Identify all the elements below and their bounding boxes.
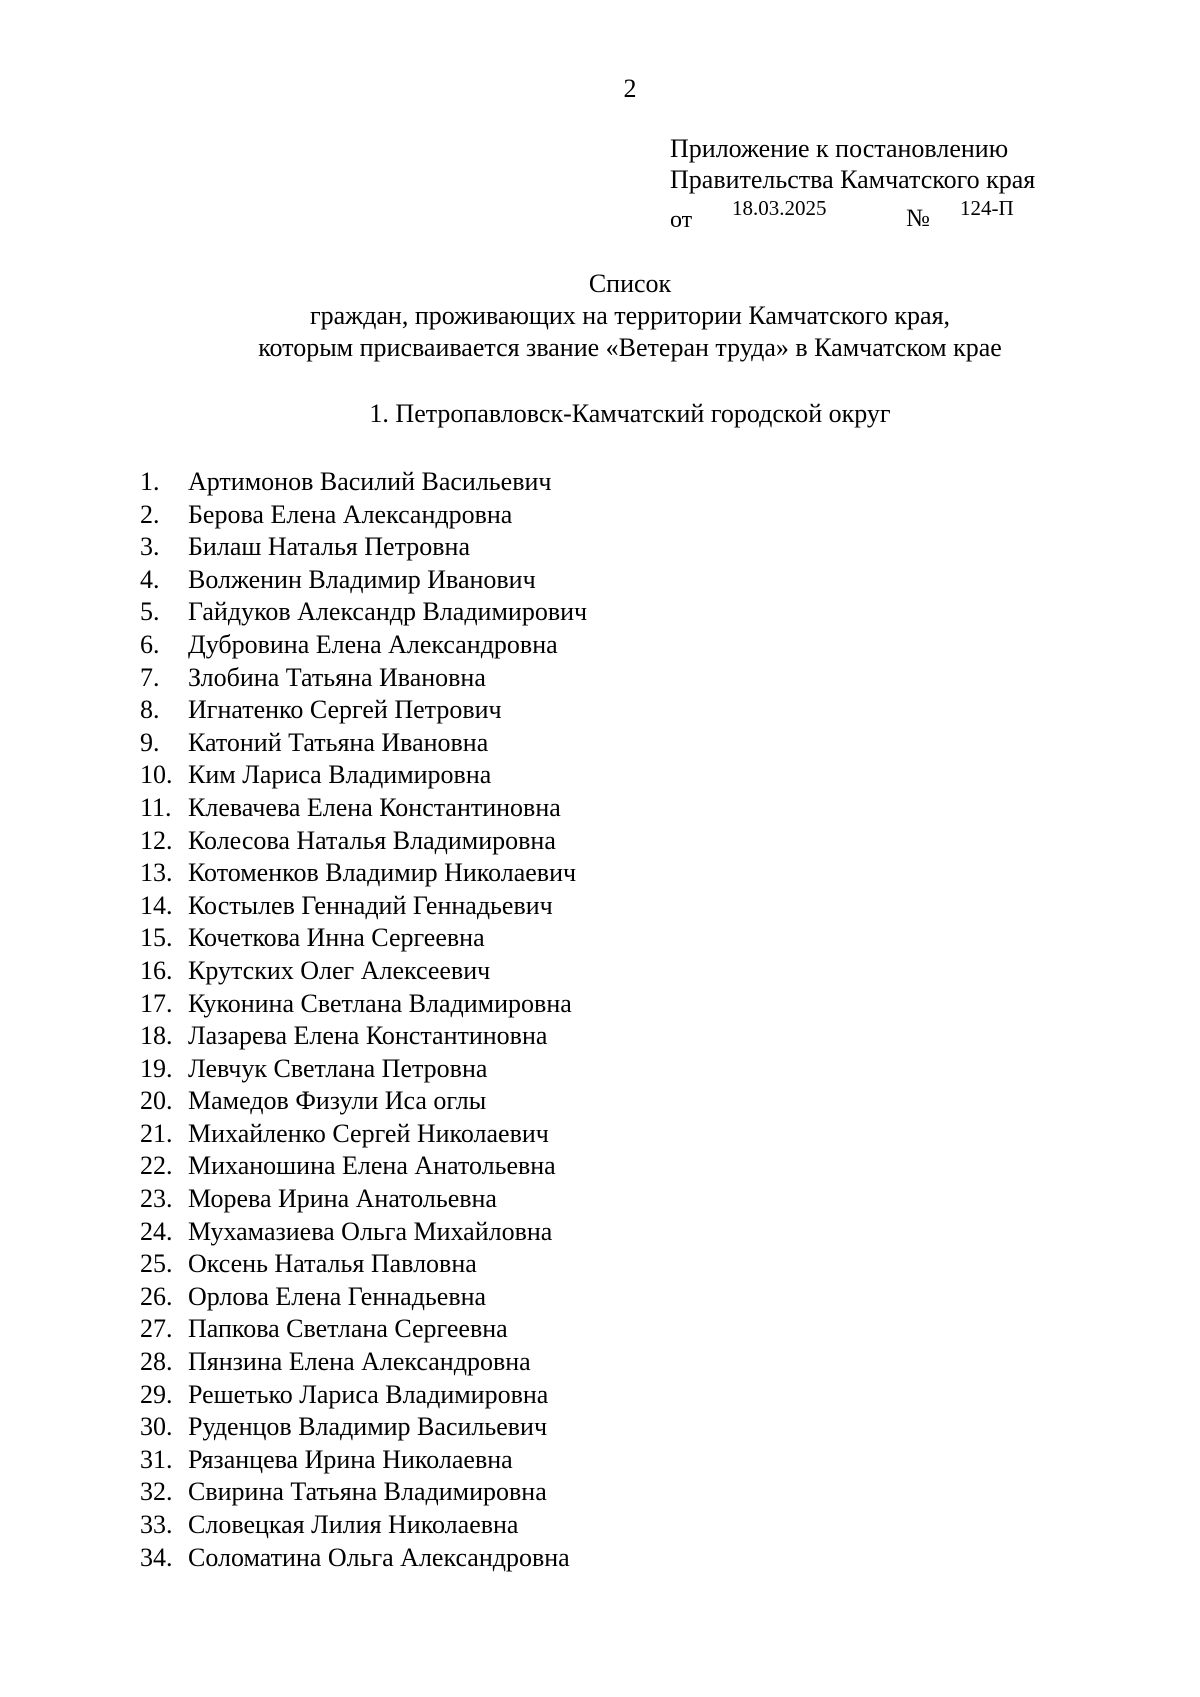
list-item-name: Папкова Светлана Сергеевна [188,1314,508,1344]
list-item-name: Злобина Татьяна Ивановна [188,662,486,692]
list-item [140,1020,587,1053]
list-item-name: Словецкая Лилия Николаевна [188,1510,519,1539]
list-item-number: 27. [140,1314,173,1344]
list-item [140,988,587,1021]
list-item-name: Морева Ирина Анатольевна [188,1184,497,1214]
list-item-number: 32. [140,1477,173,1507]
list-item-number: 12. [140,825,173,855]
list-item-number: 7. [140,662,160,692]
list-item [140,1476,587,1509]
list-item [140,1248,587,1281]
list-item [140,922,587,955]
list-item [140,1118,587,1151]
list-item [140,1542,587,1575]
list-item-name: Руденцов Владимир Васильевич [188,1412,548,1442]
list-item-number: 14. [140,890,173,920]
list-item [140,890,587,923]
list-item [140,1150,587,1183]
title-heading: Список [588,269,672,298]
list-item [140,499,587,532]
list-item [140,1444,587,1477]
list-item-number: 31. [140,1444,173,1474]
page-number: 2 [623,74,637,103]
list-item-name: Решетько Лариса Владимировна [188,1379,549,1409]
list-item [140,857,587,890]
list-item-number: 26. [140,1281,173,1311]
list-item-number: 6. [140,629,160,659]
appendix-date-line [670,196,1035,233]
list-item-name: Котоменков Владимир Николаевич [188,858,577,888]
list-item [140,1346,587,1379]
list-item-name: Крутских Олег Алексеевич [188,955,491,985]
list-item [140,759,587,792]
list-item-name: Мухамазиева Ольга Михайловна [188,1216,553,1246]
list-item-number: 21. [140,1118,173,1148]
title-line-1: граждан, проживающих на территории Камчатского края, [309,301,951,330]
list-item-name: Клевачева Елена Константиновна [188,792,561,822]
list-item-name: Ким Лариса Владимировна [188,760,492,790]
list-item [140,727,587,760]
list-item-number: 15. [140,923,173,953]
list-item-number: 23. [140,1184,173,1214]
list-item [140,596,587,629]
list-item-name: Свирина Татьяна Владимировна [188,1477,547,1507]
section-heading: 1. Петропавловск-Камчатский городской округ [369,399,891,428]
list-item-number: 18. [140,1021,173,1051]
list-item-number: 4. [140,564,160,594]
list-item-name: Рязанцева Ирина Николаевна [188,1444,513,1474]
appendix-block [670,133,1035,233]
list-item-number: 24. [140,1216,173,1246]
list-item-name: Игнатенко Сергей Петрович [188,695,502,725]
list-item [140,1379,587,1412]
title-line-2: которым присваивается звание «Ветеран труда» в Камчатском крае [258,333,1002,362]
list-item-name: Миханошина Елена Анатольевна [188,1151,556,1181]
list-item [140,1085,587,1118]
list-item-name: Михайленко Сергей Николаевич [188,1118,549,1148]
list-item-name: Катоний Татьяна Ивановна [188,727,489,757]
list-item [140,564,587,597]
list-item-number: 3. [140,532,160,562]
list-item-number: 2. [140,499,160,529]
list-item [140,466,587,499]
list-item-name: Костылев Геннадий Геннадьевич [188,890,553,920]
list-item-number: 13. [140,858,173,888]
list-item-name: Мамедов Физули Иса оглы [188,1086,487,1116]
list-item-number: 25. [140,1249,173,1279]
list-item [140,1509,587,1542]
list-item-name: Артимонов Василий Васильевич [188,467,552,496]
list-item-number: 10. [140,760,173,790]
list-item-name: Гайдуков Александр Владимирович [188,597,588,627]
list-item-number: 20. [140,1086,173,1116]
list-item [140,1216,587,1249]
list-item [140,1313,587,1346]
list-item-name: Орлова Елена Геннадьевна [188,1281,487,1311]
list-item [140,955,587,988]
list-item [140,1281,587,1314]
list-item [140,694,587,727]
list-item-name: Волженин Владимир Иванович [188,564,536,594]
citizen-list [140,466,587,1574]
list-item-number: 9. [140,727,160,757]
list-item-name: Пянзина Елена Александровна [188,1347,531,1377]
list-item-name: Оксень Наталья Павловна [188,1249,477,1279]
list-item [140,792,587,825]
number-sign: № [906,205,930,232]
document-date: 18.03.2025 [732,196,827,220]
list-item-number: 19. [140,1053,173,1083]
list-item-number: 1. [140,467,160,496]
list-item-name: Берова Елена Александровна [188,499,513,529]
list-item-number: 5. [140,597,160,627]
list-item-number: 11. [140,792,172,822]
list-item-number: 29. [140,1379,173,1409]
list-item-name: Лазарева Елена Константиновна [188,1021,548,1051]
list-item-number: 28. [140,1347,173,1377]
list-item [140,629,587,662]
list-item [140,1411,587,1444]
document-number: 124-П [960,196,1014,220]
list-item-number: 22. [140,1151,173,1181]
list-item [140,1053,587,1086]
list-item-name: Кочеткова Инна Сергеевна [188,923,485,953]
list-item-name: Билаш Наталья Петровна [188,532,470,562]
list-item-name: Соломатина Ольга Александровна [188,1542,570,1572]
list-item [140,1183,587,1216]
list-item-name: Колесова Наталья Владимировна [188,825,556,855]
list-item-name: Левчук Светлана Петровна [188,1053,488,1083]
list-item-number: 16. [140,955,173,985]
list-item-number: 8. [140,695,160,725]
list-item-number: 17. [140,988,173,1018]
list-item-number: 30. [140,1412,173,1442]
list-item [140,531,587,564]
appendix-line-2: Правительства Камчатского края [670,165,1036,194]
list-item-name: Дубровина Елена Александровна [188,629,558,659]
list-item-number: 34. [140,1542,173,1572]
list-item [140,662,587,695]
appendix-line-1: Приложение к постановлению [670,134,1009,163]
document-title [0,268,1200,364]
list-item [140,825,587,858]
from-label: от [670,207,693,233]
list-item-number: 33. [140,1510,173,1539]
list-item-name: Куконина Светлана Владимировна [188,988,572,1018]
